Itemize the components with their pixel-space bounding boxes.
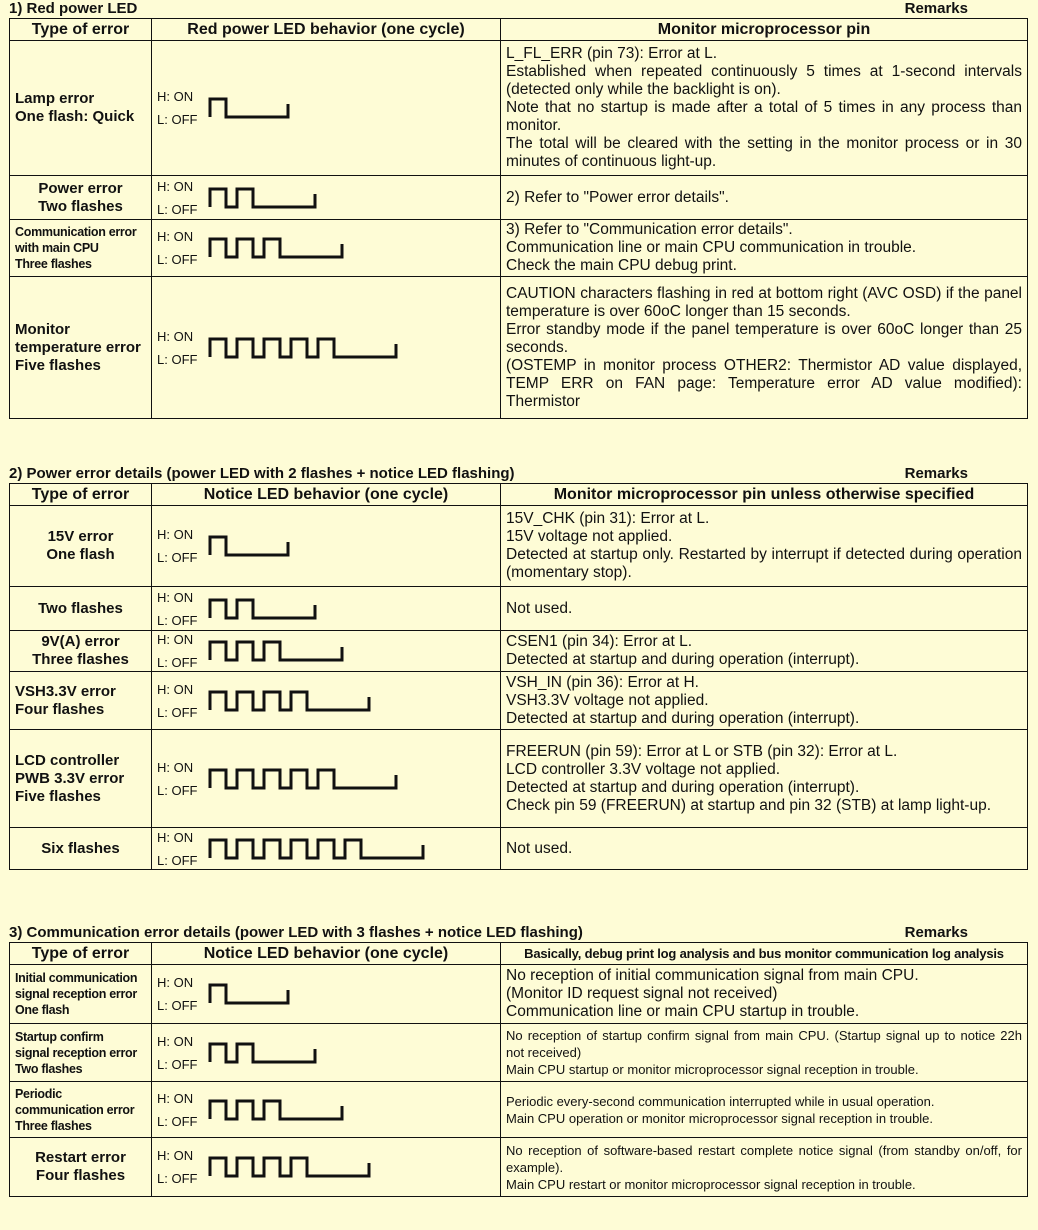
level-low-label: L: OFF [157, 852, 198, 868]
waveform-svg [208, 638, 346, 664]
level-low-label: L: OFF [157, 998, 198, 1013]
level-low-label: L: OFF [157, 1056, 198, 1072]
header-type: Type of error [10, 19, 152, 41]
error-type: 9V(A) error Three flashes [10, 631, 152, 672]
header-behavior: Notice LED behavior (one cycle) [152, 484, 501, 506]
header-behavior: Red power LED behavior (one cycle) [152, 19, 501, 41]
level-low-label: L: OFF [157, 1171, 198, 1186]
led-waveform [152, 730, 501, 828]
error-type: Periodic communication error Three flashes [10, 1082, 152, 1138]
remark-cell: L_FL_ERR (pin 73): Error at L. Established when repeated continuously 5 times at 1-second intervals (detected only while the backlight is on). Note that no startup is made after a total of 5 times in any process than monitor. The total will be cleared with the setting in the monitor process or in 30 minutes of continuous light-up. [501, 41, 1028, 176]
waveform-svg [208, 185, 319, 211]
level-high-label: H: ON [157, 89, 194, 104]
level-low-label: L: OFF [157, 782, 198, 798]
error-type: Lamp error One flash: Quick [10, 41, 152, 176]
led-waveform [152, 587, 501, 631]
remark-cell: VSH_IN (pin 36): Error at H. VSH3.3V voltage not applied. Detected at startup and during operation (interrupt). [501, 672, 1028, 730]
table-row [10, 631, 1028, 672]
table-header [10, 943, 1028, 965]
led-waveform [152, 672, 501, 730]
red-power-led-table [9, 18, 1028, 419]
remark-cell: No reception of initial communication signal from main CPU. (Monitor ID request signal not received) Communication line or main CPU startup in trouble. [501, 965, 1028, 1024]
table-row [10, 1082, 1028, 1138]
header-behavior: Notice LED behavior (one cycle) [152, 943, 501, 965]
table-row [10, 220, 1028, 277]
remark-cell: CSEN1 (pin 34): Error at L. Detected at startup and during operation (interrupt). [501, 631, 1028, 672]
led-waveform [152, 41, 501, 176]
flash-waveform-line [210, 692, 369, 710]
header-pin: Monitor microprocessor pin unless otherwise specified [501, 484, 1028, 506]
waveform-svg [208, 1040, 319, 1066]
waveform-svg [208, 235, 346, 261]
remark-cell: No reception of software-based restart complete notice signal (from standby on/off, for example). Main CPU restart or monitor microprocessor signal reception in trouble. [501, 1138, 1028, 1197]
error-type: Communication error with main CPU Three flashes [10, 220, 152, 277]
header-pin: Monitor microprocessor pin [501, 19, 1028, 41]
error-type: Six flashes [10, 828, 152, 870]
power-error-table [9, 483, 1028, 870]
table-row [10, 828, 1028, 870]
remarks-label: Remarks [904, 465, 968, 482]
level-high-label: H: ON [157, 229, 194, 244]
level-high-label: H: ON [157, 178, 194, 194]
remark-cell: FREERUN (pin 59): Error at L or STB (pin 32): Error at L. LCD controller 3.3V voltage not applied. Detected at startup and during operation (interrupt). Check pin 59 (FREERUN) at startup and pin 32 (STB) at lamp light-up. [501, 730, 1028, 828]
table-header [10, 19, 1028, 41]
waveform-svg [208, 836, 427, 862]
waveform-svg [208, 596, 319, 622]
table-row [10, 1138, 1028, 1197]
flash-waveform-line [210, 537, 288, 555]
remark-cell: No reception of startup confirm signal from main CPU. (Startup signal up to notice 22h not received) Main CPU startup or monitor microprocessor signal reception in trouble. [501, 1024, 1028, 1082]
level-high-label: H: ON [157, 632, 194, 647]
remarks-label: Remarks [904, 0, 968, 17]
level-low-label: L: OFF [157, 550, 198, 565]
flash-waveform-line [210, 642, 342, 660]
level-high-label: H: ON [157, 1090, 194, 1106]
led-waveform [152, 277, 501, 419]
remark-cell: 3) Refer to "Communication error details". Communication line or main CPU communication in trouble. Check the main CPU debug print. [501, 220, 1028, 277]
error-type: VSH3.3V error Four flashes [10, 672, 152, 730]
level-high-label: H: ON [157, 1033, 194, 1049]
flash-waveform-line [210, 985, 288, 1003]
flash-waveform-line [210, 840, 423, 858]
table-row [10, 176, 1028, 220]
level-low-label: L: OFF [157, 704, 198, 720]
level-low-label: L: OFF [157, 252, 198, 267]
led-waveform [152, 1138, 501, 1197]
table-row [10, 41, 1028, 176]
led-waveform [152, 631, 501, 672]
communication-error-table [9, 942, 1028, 1197]
led-waveform [152, 220, 501, 277]
section-title: 3) Communication error details (power LED with 3 flashes + notice LED flashing) [9, 924, 583, 941]
level-high-label: H: ON [157, 759, 194, 775]
level-high-label: H: ON [157, 975, 194, 990]
led-waveform [152, 828, 501, 870]
error-type: Initial communication signal reception error One flash [10, 965, 152, 1024]
level-high-label: H: ON [157, 1148, 194, 1163]
level-low-label: L: OFF [157, 201, 198, 217]
flash-waveform-line [210, 339, 396, 357]
flash-waveform-line [210, 1044, 315, 1062]
table-row [10, 730, 1028, 828]
error-type: Power error Two flashes [10, 176, 152, 220]
flash-waveform-line [210, 600, 315, 618]
remark-cell: Periodic every-second communication interrupted while in usual operation. Main CPU operation or monitor microprocessor signal reception in trouble. [501, 1082, 1028, 1138]
waveform-svg [208, 766, 400, 792]
level-low-label: L: OFF [157, 351, 198, 367]
level-high-label: H: ON [157, 829, 194, 845]
waveform-svg [208, 981, 292, 1007]
header-type: Type of error [10, 484, 152, 506]
led-waveform [152, 1024, 501, 1082]
table-header [10, 484, 1028, 506]
section-communication-error-details [9, 924, 1028, 1197]
table-row [10, 277, 1028, 419]
led-waveform [152, 1082, 501, 1138]
level-low-label: L: OFF [157, 112, 198, 127]
table-row [10, 965, 1028, 1024]
level-high-label: H: ON [157, 527, 194, 542]
remark-cell: 2) Refer to "Power error details". [501, 176, 1028, 220]
header-pin: Basically, debug print log analysis and bus monitor communication log analysis [501, 943, 1028, 965]
error-type: Monitor temperature error Five flashes [10, 277, 152, 419]
flash-waveform-line [210, 239, 342, 257]
error-type: Startup confirm signal reception error Two flashes [10, 1024, 152, 1082]
waveform-svg [208, 1097, 346, 1123]
remark-cell: CAUTION characters flashing in red at bottom right (AVC OSD) if the panel temperature is over 60oC longer than 15 seconds. Error standby mode if the panel temperature is over 60oC longer than 25 seconds. (OSTEMP in monitor process OTHER2: Thermistor AD value displayed, TEMP ERR on FAN page: Temperature error AD value modified): Thermistor [501, 277, 1028, 419]
table-row [10, 506, 1028, 587]
waveform-svg [208, 95, 292, 121]
level-high-label: H: ON [157, 681, 194, 697]
waveform-svg [208, 335, 400, 361]
remark-cell: 15V_CHK (pin 31): Error at L. 15V voltage not applied. Detected at startup only. Restarted by interrupt if detected during operation (momentary stop). [501, 506, 1028, 587]
table-row [10, 672, 1028, 730]
remark-cell: Not used. [501, 828, 1028, 870]
waveform-svg [208, 533, 292, 559]
waveform-svg [208, 1154, 373, 1180]
remark-cell: Not used. [501, 587, 1028, 631]
error-type: 15V error One flash [10, 506, 152, 587]
table-row [10, 1024, 1028, 1082]
error-type: Two flashes [10, 587, 152, 631]
flash-waveform-line [210, 1101, 342, 1119]
level-low-label: L: OFF [157, 1113, 198, 1129]
section-title: 1) Red power LED [9, 0, 138, 17]
remarks-label: Remarks [904, 924, 968, 941]
section-title: 2) Power error details (power LED with 2 flashes + notice LED flashing) [9, 465, 515, 482]
level-low-label: L: OFF [157, 655, 198, 670]
level-low-label: L: OFF [157, 612, 198, 628]
flash-waveform-line [210, 189, 315, 207]
flash-waveform-line [210, 1158, 369, 1176]
error-type: LCD controller PWB 3.3V error Five flashes [10, 730, 152, 828]
section-red-power-led [9, 0, 1028, 419]
table-row [10, 587, 1028, 631]
level-high-label: H: ON [157, 328, 194, 344]
header-type: Type of error [10, 943, 152, 965]
section-power-error-details [9, 465, 1028, 870]
led-waveform [152, 176, 501, 220]
flash-waveform-line [210, 770, 396, 788]
flash-waveform-line [210, 99, 288, 117]
led-waveform [152, 506, 501, 587]
led-waveform [152, 965, 501, 1024]
waveform-svg [208, 688, 373, 714]
level-high-label: H: ON [157, 589, 194, 605]
error-type: Restart error Four flashes [10, 1138, 152, 1197]
